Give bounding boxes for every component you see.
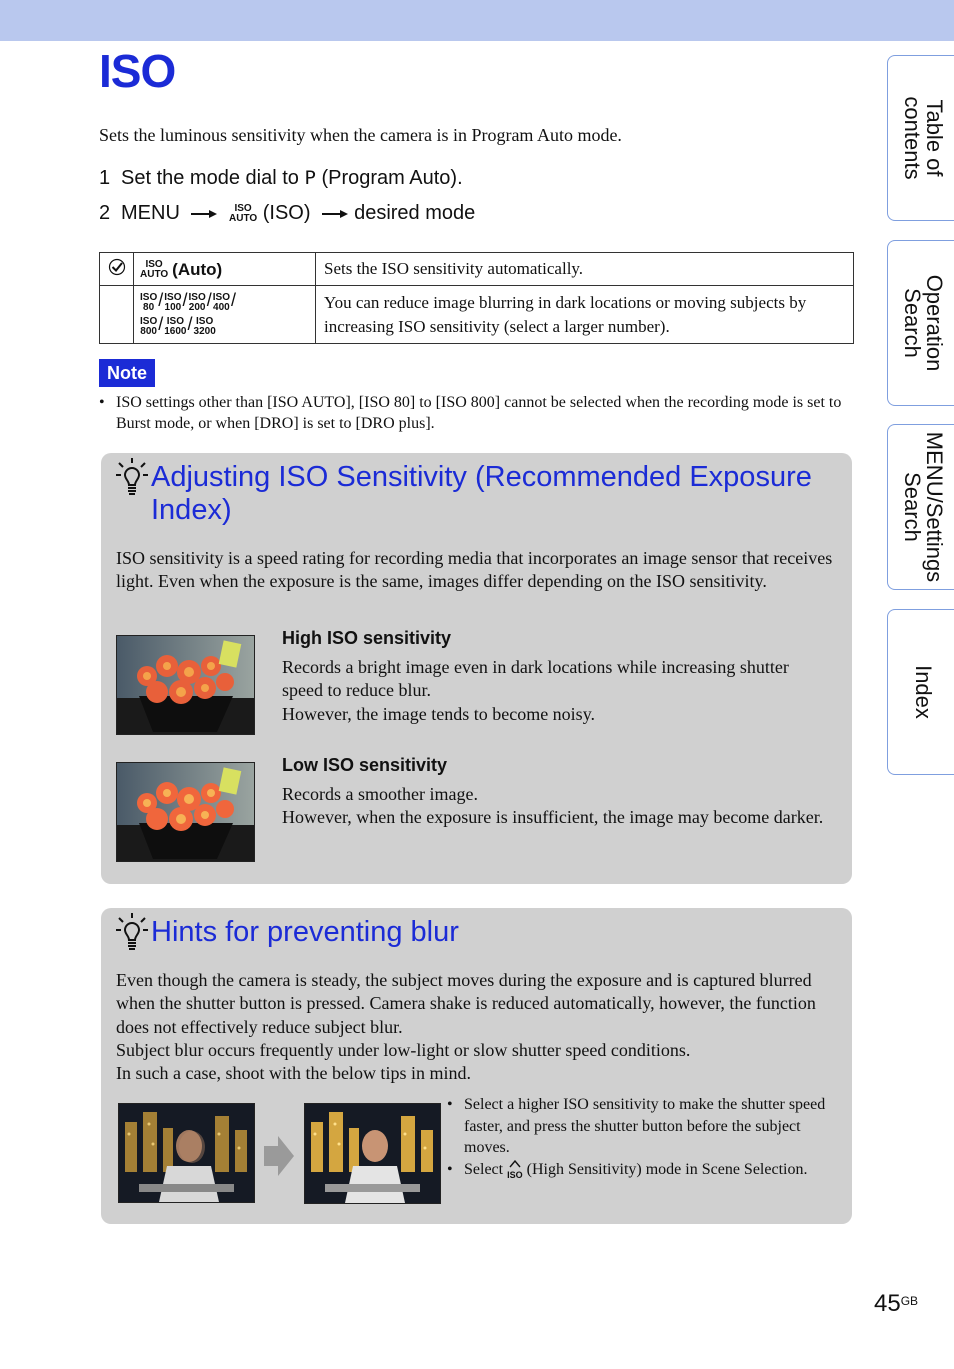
tab-index[interactable] [887, 609, 954, 775]
top-color-bar [0, 0, 954, 41]
page-number-suffix: GB [900, 1294, 919, 1308]
step-1 [99, 167, 463, 190]
note-badge: Note [99, 359, 155, 387]
bullet-icon: • [99, 394, 105, 411]
page-title: ISO [99, 45, 176, 97]
iso-400-icon: ISO 400 [212, 291, 230, 313]
low-iso-flower-photo [116, 762, 255, 862]
high-iso-heading: High ISO sensitivity [282, 628, 452, 648]
lightbulb-hint-icon [115, 912, 149, 952]
iso-3200-icon: ISO 3200 [193, 315, 216, 337]
tab-label: Table of contents [900, 96, 947, 180]
iso-800-icon: ISO 800 [140, 315, 158, 337]
page-number: $45^{GB}$ [874, 1290, 919, 1317]
auto-label: (Auto) [172, 259, 223, 279]
intro-text: Sets the luminous sensitivity when the camera is in Program Auto mode. [99, 125, 622, 145]
step-number: 2 [99, 202, 111, 224]
iso-values-description: You can reduce image blurring in dark locations or moving subjects by increasing ISO sensitivity (select a larger number). [316, 286, 854, 344]
arrow-right-icon [322, 202, 348, 225]
panel-body: Even though the camera is steady, the subject moves during the exposure and is captured blurred when the shutter button is pressed. Camera shake is reduced automatically, however, the function does not effectively reduce subject blur. Subject blur occurs frequently under low-light or slow shutter speed conditions. In such a case, shoot with the below tips in mind. [116, 970, 816, 1084]
list-item: • Select a higher ISO sensitivity to make the shutter speed faster, and press the shutter button before the subject moves. [447, 1096, 826, 1156]
checkmark-icon [108, 258, 126, 276]
panel-title: Hints for preventing blur [151, 916, 459, 948]
menu-label: MENU [121, 202, 180, 224]
step-text-after: (Program Auto). [315, 167, 463, 189]
lightbulb-hint-icon [115, 457, 149, 497]
tab-label: Index [911, 665, 936, 719]
list-item: • Select ISO (High Sensitivity) mode in Scene Selection. [447, 1160, 808, 1180]
table-row [100, 286, 854, 344]
blur-hints-panel [101, 908, 852, 1224]
iso-values-cell [134, 286, 316, 344]
default-check-cell [100, 253, 134, 286]
iso-auto-icon: ISO AUTO [229, 202, 258, 224]
iso-mode-table [99, 252, 854, 344]
tab-label: MENU/Settings Search [900, 431, 947, 583]
table-row [100, 253, 854, 286]
low-iso-heading: Low ISO sensitivity [282, 755, 448, 775]
iso-1600-icon: ISO 1600 [164, 315, 187, 337]
note-text: • ISO settings other than [ISO AUTO], [ISO 80] to [ISO 800] cannot be selected when the recording mode is set to Burst mode, or when [DRO] is set to [DRO plus]. [99, 394, 842, 432]
iso-label: (ISO) [257, 202, 311, 224]
panel-title: Adjusting ISO Sensitivity (Recommended Exposure Index) [151, 461, 812, 526]
sharp-night-portrait-photo [304, 1103, 441, 1204]
step-2 [99, 202, 475, 225]
blurred-night-portrait-photo [118, 1103, 255, 1203]
desired-mode-text: desired mode [354, 202, 476, 224]
tab-label: Operation Search [900, 274, 947, 372]
auto-description: Sets the ISO sensitivity automatically. [316, 253, 854, 286]
arrow-right-icon [191, 202, 217, 225]
iso-auto-icon: ISO AUTO [140, 258, 169, 280]
iso-200-icon: ISO 200 [188, 291, 206, 313]
tab-operation-search[interactable] [887, 240, 954, 406]
panel-body: ISO sensitivity is a speed rating for recording media that incorporates an image sensor that receives light. Even when the exposure is the same, images differ depending on the ISO sensitivity. [116, 548, 833, 592]
program-auto-symbol: P [304, 167, 316, 189]
high-sensitivity-mode-icon: ISO [507, 1160, 523, 1180]
high-iso-description: Records a bright image even in dark locations while increasing shutter speed to reduce blur. However, the image tends to become noisy. [282, 657, 789, 724]
blur-tips-list [447, 1094, 837, 1180]
iso-value-icons: ISO 80 /ISO 100/ISO 200/ISO 400/ ISO 800/ ISO 1600/ ISO 3200 [140, 289, 236, 337]
step-number: 1 [99, 167, 111, 189]
iso-80-icon: ISO 80 [140, 291, 158, 313]
tab-menu-settings-search[interactable] [887, 424, 954, 590]
step-text: Set the mode dial to [121, 167, 305, 189]
auto-mode-cell [134, 253, 316, 286]
high-iso-flower-photo [116, 635, 255, 735]
iso-sensitivity-panel [101, 453, 852, 884]
arrow-right-icon [264, 1134, 294, 1178]
iso-100-icon: ISO 100 [164, 291, 182, 313]
tab-table-of-contents[interactable] [887, 55, 954, 221]
low-iso-description: Records a smoother image. However, when the exposure is insufficient, the image may become darker. [282, 784, 824, 828]
